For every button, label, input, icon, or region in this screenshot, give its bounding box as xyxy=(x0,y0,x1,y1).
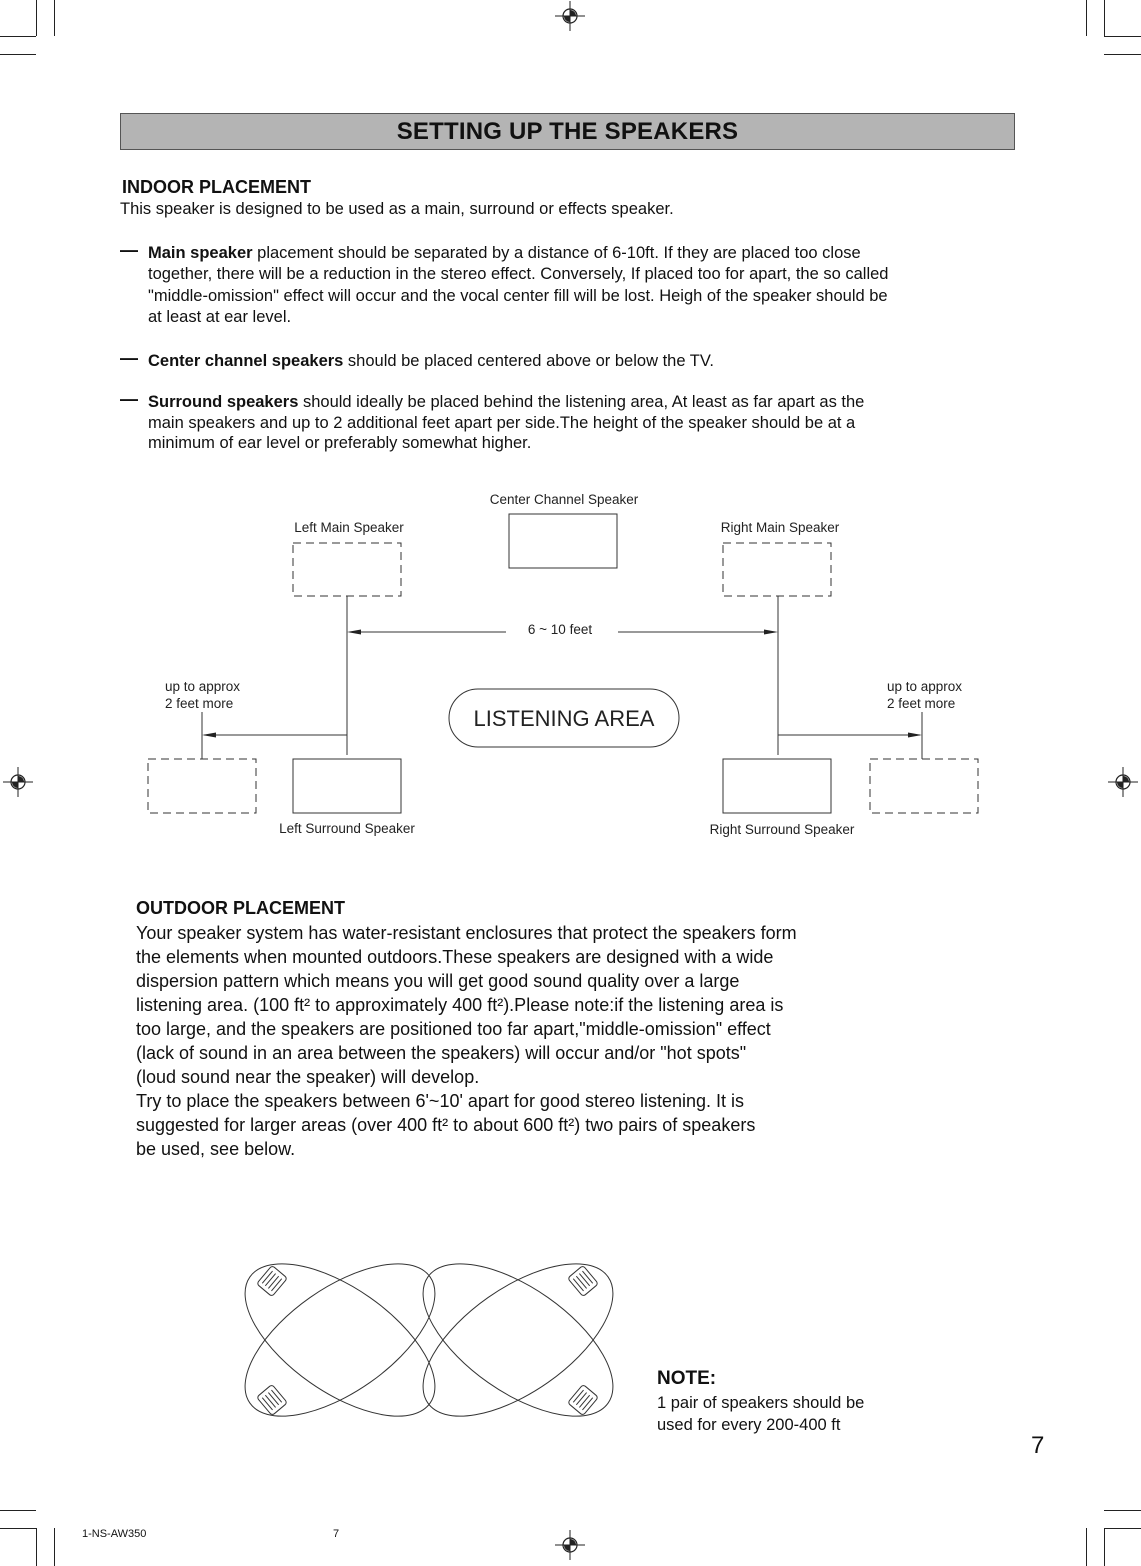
right-main-speaker-label: Right Main Speaker xyxy=(720,520,840,535)
bullet-bold: Main speaker xyxy=(148,244,253,262)
outdoor-line: listening area. (100 ft² to approximately 400 ft²).Please note:if the listening area is xyxy=(136,995,784,1015)
outdoor-line: (loud sound near the speaker) will develop. xyxy=(136,1067,480,1087)
main-speaker-bullet xyxy=(148,243,1018,327)
left-surround-speaker-box xyxy=(293,759,401,813)
note-text xyxy=(657,1392,917,1436)
bullet-text: main speakers and up to 2 additional feet apart per side.The height of the speaker should be at a xyxy=(148,413,856,432)
outdoor-line: be used, see below. xyxy=(136,1139,296,1159)
bullet-dash: — xyxy=(120,389,138,409)
bullet-text: minimum of ear level or preferably somewhat higher. xyxy=(148,434,532,452)
page-number: 7 xyxy=(1031,1432,1045,1459)
surround-speaker-bullet xyxy=(148,392,1018,454)
arrowhead-right-approx xyxy=(908,733,922,738)
speaker-icon xyxy=(257,1265,288,1296)
outdoor-line: dispersion pattern which means you will get good sound quality over a large xyxy=(136,971,740,991)
right-approx-label-2: 2 feet more xyxy=(887,696,956,711)
outdoor-line: (lack of sound in an area between the speakers) will occur and/or "hot spots" xyxy=(136,1043,747,1063)
bullet-text: "middle-omission" effect will occur and the vocal center fill will be lost. Heigh of the speaker should be xyxy=(148,287,888,305)
right-surround-extended-box xyxy=(870,759,978,813)
bullet-text: should be placed centered above or below the TV. xyxy=(343,352,714,370)
right-approx-label-1: up to approx xyxy=(887,679,963,694)
left-surround-extended-box xyxy=(148,759,256,813)
left-approx-label-1: up to approx xyxy=(165,679,241,694)
arrowhead-left xyxy=(347,630,361,635)
center-speaker-bullet xyxy=(148,351,1018,372)
note-heading: NOTE: xyxy=(657,1368,717,1389)
indoor-placement-diagram xyxy=(0,480,1141,850)
outdoor-heading: OUTDOOR PLACEMENT xyxy=(136,898,345,918)
bullet-text: at least at ear level. xyxy=(148,307,292,326)
bullet-text: placement should be separated by a distance of 6-10ft. If they are placed too close xyxy=(252,244,861,262)
bullet-bold: Surround speakers xyxy=(148,393,299,411)
registration-mark-top-icon xyxy=(555,1,585,31)
left-surround-speaker-label: Left Surround Speaker xyxy=(279,821,415,836)
page-title: SETTING UP THE SPEAKERS xyxy=(120,113,1015,150)
outdoor-line: Your speaker system has water-resistant enclosures that protect the speakers form xyxy=(136,923,797,943)
indoor-heading: INDOOR PLACEMENT xyxy=(122,177,311,197)
outdoor-dispersion-diagram xyxy=(240,1240,620,1440)
speaker-icon xyxy=(568,1384,599,1415)
outdoor-line: Try to place the speakers between 6'~10' apart for good stereo listening. It is xyxy=(136,1091,745,1111)
note-line: used for every 200-400 ft xyxy=(657,1416,841,1434)
right-surround-speaker-box xyxy=(723,759,831,813)
right-surround-speaker-label: Right Surround Speaker xyxy=(709,822,855,837)
note-line: 1 pair of speakers should be xyxy=(657,1394,865,1412)
bullet-text: together, there will be a reduction in the stereo effect. Conversely, If placed too for apart, the so called xyxy=(148,264,889,283)
center-speaker-label: Center Channel Speaker xyxy=(489,492,639,507)
left-main-speaker-label: Left Main Speaker xyxy=(294,520,404,535)
bullet-bold: Center channel speakers xyxy=(148,352,344,370)
outdoor-line: suggested for larger areas (over 400 ft² to about 600 ft²) two pairs of speakers xyxy=(136,1115,756,1135)
indoor-intro: This speaker is designed to be used as a main, surround or effects speaker. xyxy=(120,200,674,218)
arrowhead-left-approx xyxy=(202,733,216,738)
center-speaker-box xyxy=(509,514,617,568)
footer-page: 7 xyxy=(333,1528,340,1540)
arrowhead-right xyxy=(764,630,778,635)
outdoor-paragraph xyxy=(136,921,896,1161)
bullet-text: should ideally be placed behind the listening area, At least as far apart as the xyxy=(298,393,865,411)
outdoor-line: too large, and the speakers are positioned too far apart,"middle-omission" effect xyxy=(136,1019,771,1039)
speaker-icon xyxy=(257,1384,288,1415)
listening-area-label: LISTENING AREA xyxy=(473,706,655,731)
distance-label: 6 ~ 10 feet xyxy=(527,622,593,637)
bullet-dash: — xyxy=(120,240,138,260)
footer-model: 1-NS-AW350 xyxy=(82,1528,147,1540)
outdoor-line: the elements when mounted outdoors.These speakers are designed with a wide xyxy=(136,947,774,967)
registration-mark-bottom-icon xyxy=(555,1530,585,1560)
left-approx-label-2: 2 feet more xyxy=(165,696,234,711)
speaker-icon xyxy=(568,1265,599,1296)
bullet-dash: — xyxy=(120,348,138,368)
left-main-speaker-box xyxy=(293,543,401,596)
right-main-speaker-box xyxy=(723,543,831,596)
